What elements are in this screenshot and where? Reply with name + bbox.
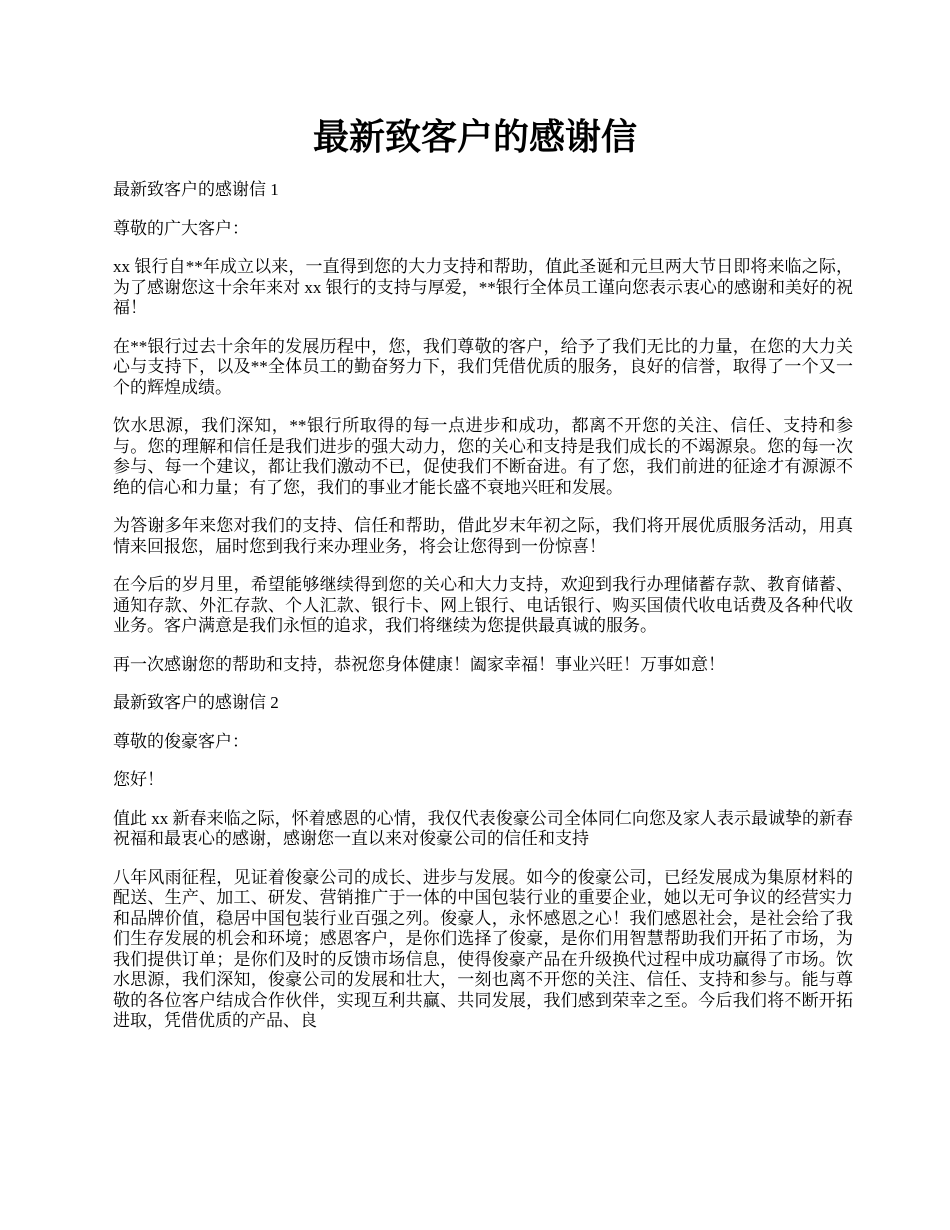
document-body [113, 180, 853, 1050]
paragraph: 再一次感谢您的帮助和支持，恭祝您身体健康！阖家幸福！事业兴旺！万事如意！ [113, 654, 725, 674]
salutation-1: 尊敬的广大客户： [113, 218, 249, 238]
document-title: 最新致客户的感谢信 [312, 117, 637, 157]
paragraph: 为答谢多年来您对我们的支持、信任和帮助，借此岁末年初之际，我们将开展优质服务活动，用真情来回报您，届时您到我行来办理业务，将会让您得到一份惊喜！ [113, 516, 853, 556]
section-heading-2: 最新致客户的感谢信 2 [113, 693, 279, 712]
salutation-2: 尊敬的俊豪客户： [113, 731, 249, 751]
paragraph: 在**银行过去十余年的发展历程中，您，我们尊敬的客户，给予了我们无比的力量，在您的大力关心与支持下，以及**全体员工的勤奋努力下，我们凭借优质的服务，良好的信誉，取得了一个又一个的辉煌成绩。 [113, 336, 853, 397]
section-heading-1: 最新致客户的感谢信 1 [113, 180, 279, 199]
paragraph: 在今后的岁月里，希望能够继续得到您的关心和大力支持，欢迎到我行办理储蓄存款、教育储蓄、通知存款、外汇存款、个人汇款、银行卡、网上银行、电话银行、购买国债代收电话费及各种代收业务。客户满意是我们永恒的追求，我们将继续为您提供最真诚的服务。 [113, 575, 853, 635]
greeting: 您好！ [113, 770, 164, 789]
paragraph: 值此 xx 新春来临之际，怀着感恩的心情，我仅代表俊豪公司全体同仁向您及家人表示最诚挚的新春祝福和最衷心的感谢，感谢您一直以来对俊豪公司的信任和支持 [113, 808, 853, 848]
paragraph: 八年风雨征程，见证着俊豪公司的成长、进步与发展。如今的俊豪公司，已经发展成为集原材料的配送、生产、加工、研发、营销推广于一体的中国包装行业的重要企业，她以无可争议的经营实力和品牌价值，稳居中国包装行业百强之列。俊豪人，永怀感恩之心！我们感恩社会，是社会给了我们生存发展的机会和环境；感恩客户，是你们选择了俊豪，是你们用智慧帮助我们开拓了市场，为我们提供订单；是你们及时的反馈市场信息，使得俊豪产品在升级换代过程中成功赢得了市场。饮水思源，我们深知，俊豪公司的发展和壮大，一刻也离不开您的关注、信任、支持和参与。能与尊敬的各位客户结成合作伙伴，实现互利共赢、共同发展，我们感到荣幸之至。今后我们将不断开拓进取，凭借优质的产品、良 [113, 867, 853, 1030]
paragraph: 饮水思源，我们深知，**银行所取得的每一点进步和成功，都离不开您的关注、信任、支持和参与。您的理解和信任是我们进步的强大动力，您的关心和支持是我们成长的不竭源泉。您的每一次参与、每一个建议，都让我们激动不已，促使我们不断奋进。有了您，我们前进的征途才有源源不绝的信心和力量；有了您，我们的事业才能长盛不衰地兴旺和发展。 [113, 416, 853, 497]
paragraph: xx 银行自**年成立以来，一直得到您的大力支持和帮助，值此圣诞和元旦两大节日即将来临之际，为了感谢您这十余年来对 xx 银行的支持与厚爱，**银行全体员工谨向您表示衷心的感谢和美好的祝福！ [113, 257, 853, 317]
